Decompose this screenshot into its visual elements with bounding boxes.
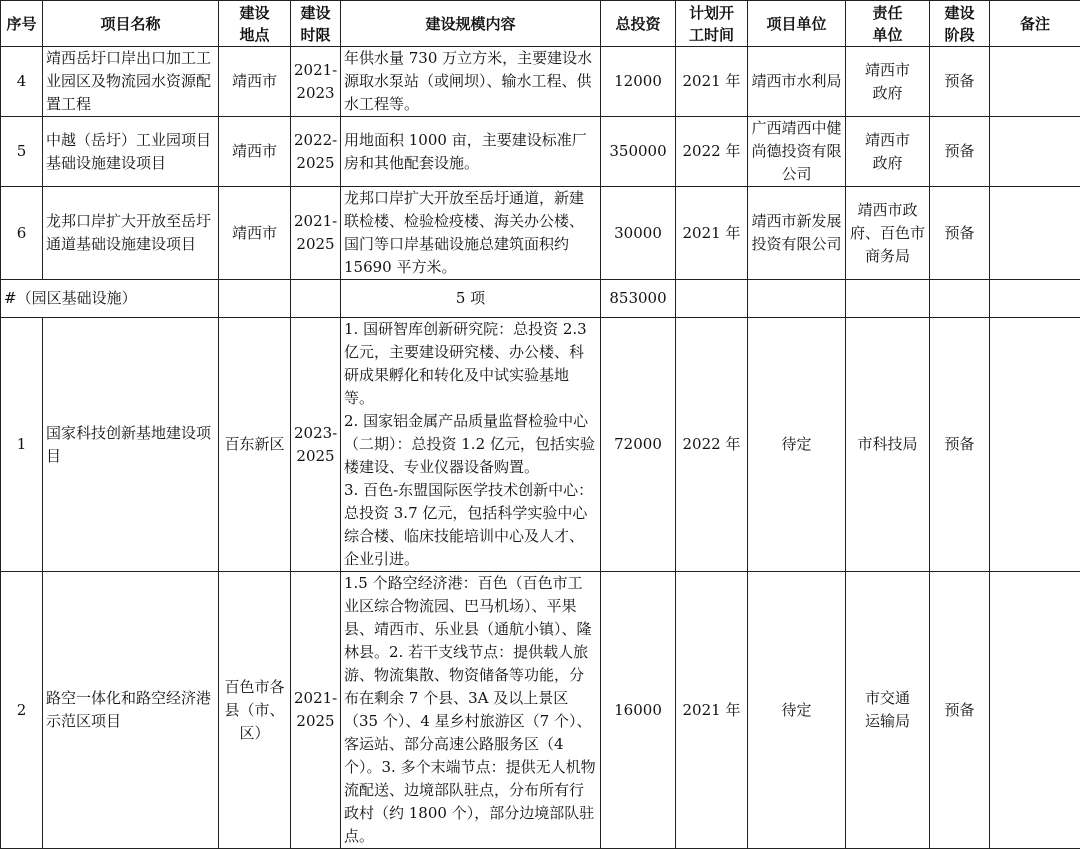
cell-start: 2021 年	[676, 572, 748, 849]
cell-seq: 5	[1, 117, 43, 187]
header-seq: 序号	[1, 1, 43, 47]
cell-stage: 预备	[930, 47, 990, 117]
cell-note	[990, 187, 1080, 280]
header-unit: 项目单位	[748, 1, 846, 47]
cell-responsible: 市科技局	[846, 318, 930, 572]
cell-seq: 6	[1, 187, 43, 280]
cell-note	[990, 572, 1080, 849]
section-row	[1, 280, 1080, 318]
header-investment: 总投资	[601, 1, 676, 47]
cell-responsible: 市交通 运输局	[846, 572, 930, 849]
cell-unit: 广西靖西中健尚德投资有限公司	[748, 117, 846, 187]
cell-unit: 靖西市水利局	[748, 47, 846, 117]
header-row	[1, 1, 1080, 47]
cell-location: 百色市各县（市、区）	[219, 572, 291, 849]
cell-name: 路空一体化和路空经济港示范区项目	[43, 572, 219, 849]
cell-investment: 12000	[601, 47, 676, 117]
cell-seq: 4	[1, 47, 43, 117]
cell-responsible: 靖西市 政府	[846, 117, 930, 187]
cell-start: 2021 年	[676, 187, 748, 280]
header-note: 备注	[990, 1, 1080, 47]
cell-start: 2022 年	[676, 318, 748, 572]
cell-scale: 年供水量 730 万立方米，主要建设水源取水泵站（或闸坝）、输水工程、供水工程等。	[341, 47, 601, 117]
cell-note	[990, 47, 1080, 117]
cell-scale: 用地面积 1000 亩，主要建设标准厂房和其他配套设施。	[341, 117, 601, 187]
cell-period: 2022- 2025	[291, 117, 341, 187]
cell-scale: 龙邦口岸扩大开放至岳圩通道，新建联检楼、检验检疫楼、海关办公楼、国门等口岸基础设施总建筑面积约 15690 平方米。	[341, 187, 601, 280]
header-stage: 建设 阶段	[930, 1, 990, 47]
cell-name: 龙邦口岸扩大开放至岳圩通道基础设施建设项目	[43, 187, 219, 280]
cell-location: 百东新区	[219, 318, 291, 572]
cell-location: 靖西市	[219, 47, 291, 117]
cell-period: 2021- 2025	[291, 187, 341, 280]
header-responsible: 责任 单位	[846, 1, 930, 47]
cell-investment: 350000	[601, 117, 676, 187]
cell-responsible: 靖西市 政府	[846, 47, 930, 117]
cell-start: 2021 年	[676, 47, 748, 117]
table-row	[1, 187, 1080, 280]
section-label: #（园区基础设施）	[1, 280, 219, 318]
section-investment: 853000	[601, 280, 676, 318]
empty-cell	[846, 280, 930, 318]
cell-name: 中越（岳圩）工业园项目基础设施建设项目	[43, 117, 219, 187]
cell-unit: 待定	[748, 572, 846, 849]
empty-cell	[676, 280, 748, 318]
table-row	[1, 318, 1080, 572]
cell-seq: 2	[1, 572, 43, 849]
cell-stage: 预备	[930, 187, 990, 280]
table-row	[1, 572, 1080, 849]
cell-scale: 1. 国研智库创新研究院：总投资 2.3 亿元，主要建设研究楼、办公楼、科研成果孵化和转化及中试实验基地等。 2. 国家铝金属产品质量监督检验中心（二期）：总投资 1.2 亿元，包括实验楼建设、专业仪器设备购置。 3. 百色-东盟国际医学技术创新中心：总投资 3.7 亿元，包括科学实验中心综合楼、临床技能培训中心及人才、企业引进。	[341, 318, 601, 572]
cell-location: 靖西市	[219, 187, 291, 280]
cell-investment: 30000	[601, 187, 676, 280]
empty-cell	[930, 280, 990, 318]
cell-scale: 1.5 个路空经济港：百色（百色市工业区综合物流园、巴马机场）、平果县、靖西市、乐业县（通航小镇）、隆林县。2. 若干支线节点：提供载人旅游、物流集散、物资储备等功能，分布在剩余 7 个县、3A 及以上景区（35 个）、4 星乡村旅游区（7 个）、客运站、部分高速公路服务区（4 个）。3. 多个末端节点：提供无人机物流配送、边境部队驻点，分布所有行政村（约 1800 个），部分边境部队驻点。	[341, 572, 601, 849]
empty-cell	[990, 280, 1080, 318]
cell-start: 2022 年	[676, 117, 748, 187]
table-row	[1, 47, 1080, 117]
header-period: 建设 时限	[291, 1, 341, 47]
cell-note	[990, 117, 1080, 187]
cell-investment: 16000	[601, 572, 676, 849]
cell-investment: 72000	[601, 318, 676, 572]
cell-seq: 1	[1, 318, 43, 572]
cell-unit: 待定	[748, 318, 846, 572]
cell-name: 国家科技创新基地建设项目	[43, 318, 219, 572]
section-count: 5 项	[341, 280, 601, 318]
cell-period: 2023- 2025	[291, 318, 341, 572]
cell-location: 靖西市	[219, 117, 291, 187]
cell-period: 2021- 2025	[291, 572, 341, 849]
empty-cell	[291, 280, 341, 318]
header-location: 建设 地点	[219, 1, 291, 47]
header-name: 项目名称	[43, 1, 219, 47]
header-scale: 建设规模内容	[341, 1, 601, 47]
cell-name: 靖西岳圩口岸出口加工工业园区及物流园水资源配置工程	[43, 47, 219, 117]
cell-stage: 预备	[930, 318, 990, 572]
cell-note	[990, 318, 1080, 572]
empty-cell	[748, 280, 846, 318]
cell-responsible: 靖西市政府、百色市商务局	[846, 187, 930, 280]
empty-cell	[219, 280, 291, 318]
table-row	[1, 117, 1080, 187]
cell-unit: 靖西市新发展投资有限公司	[748, 187, 846, 280]
header-start: 计划开 工时间	[676, 1, 748, 47]
cell-stage: 预备	[930, 572, 990, 849]
cell-period: 2021- 2023	[291, 47, 341, 117]
cell-stage: 预备	[930, 117, 990, 187]
